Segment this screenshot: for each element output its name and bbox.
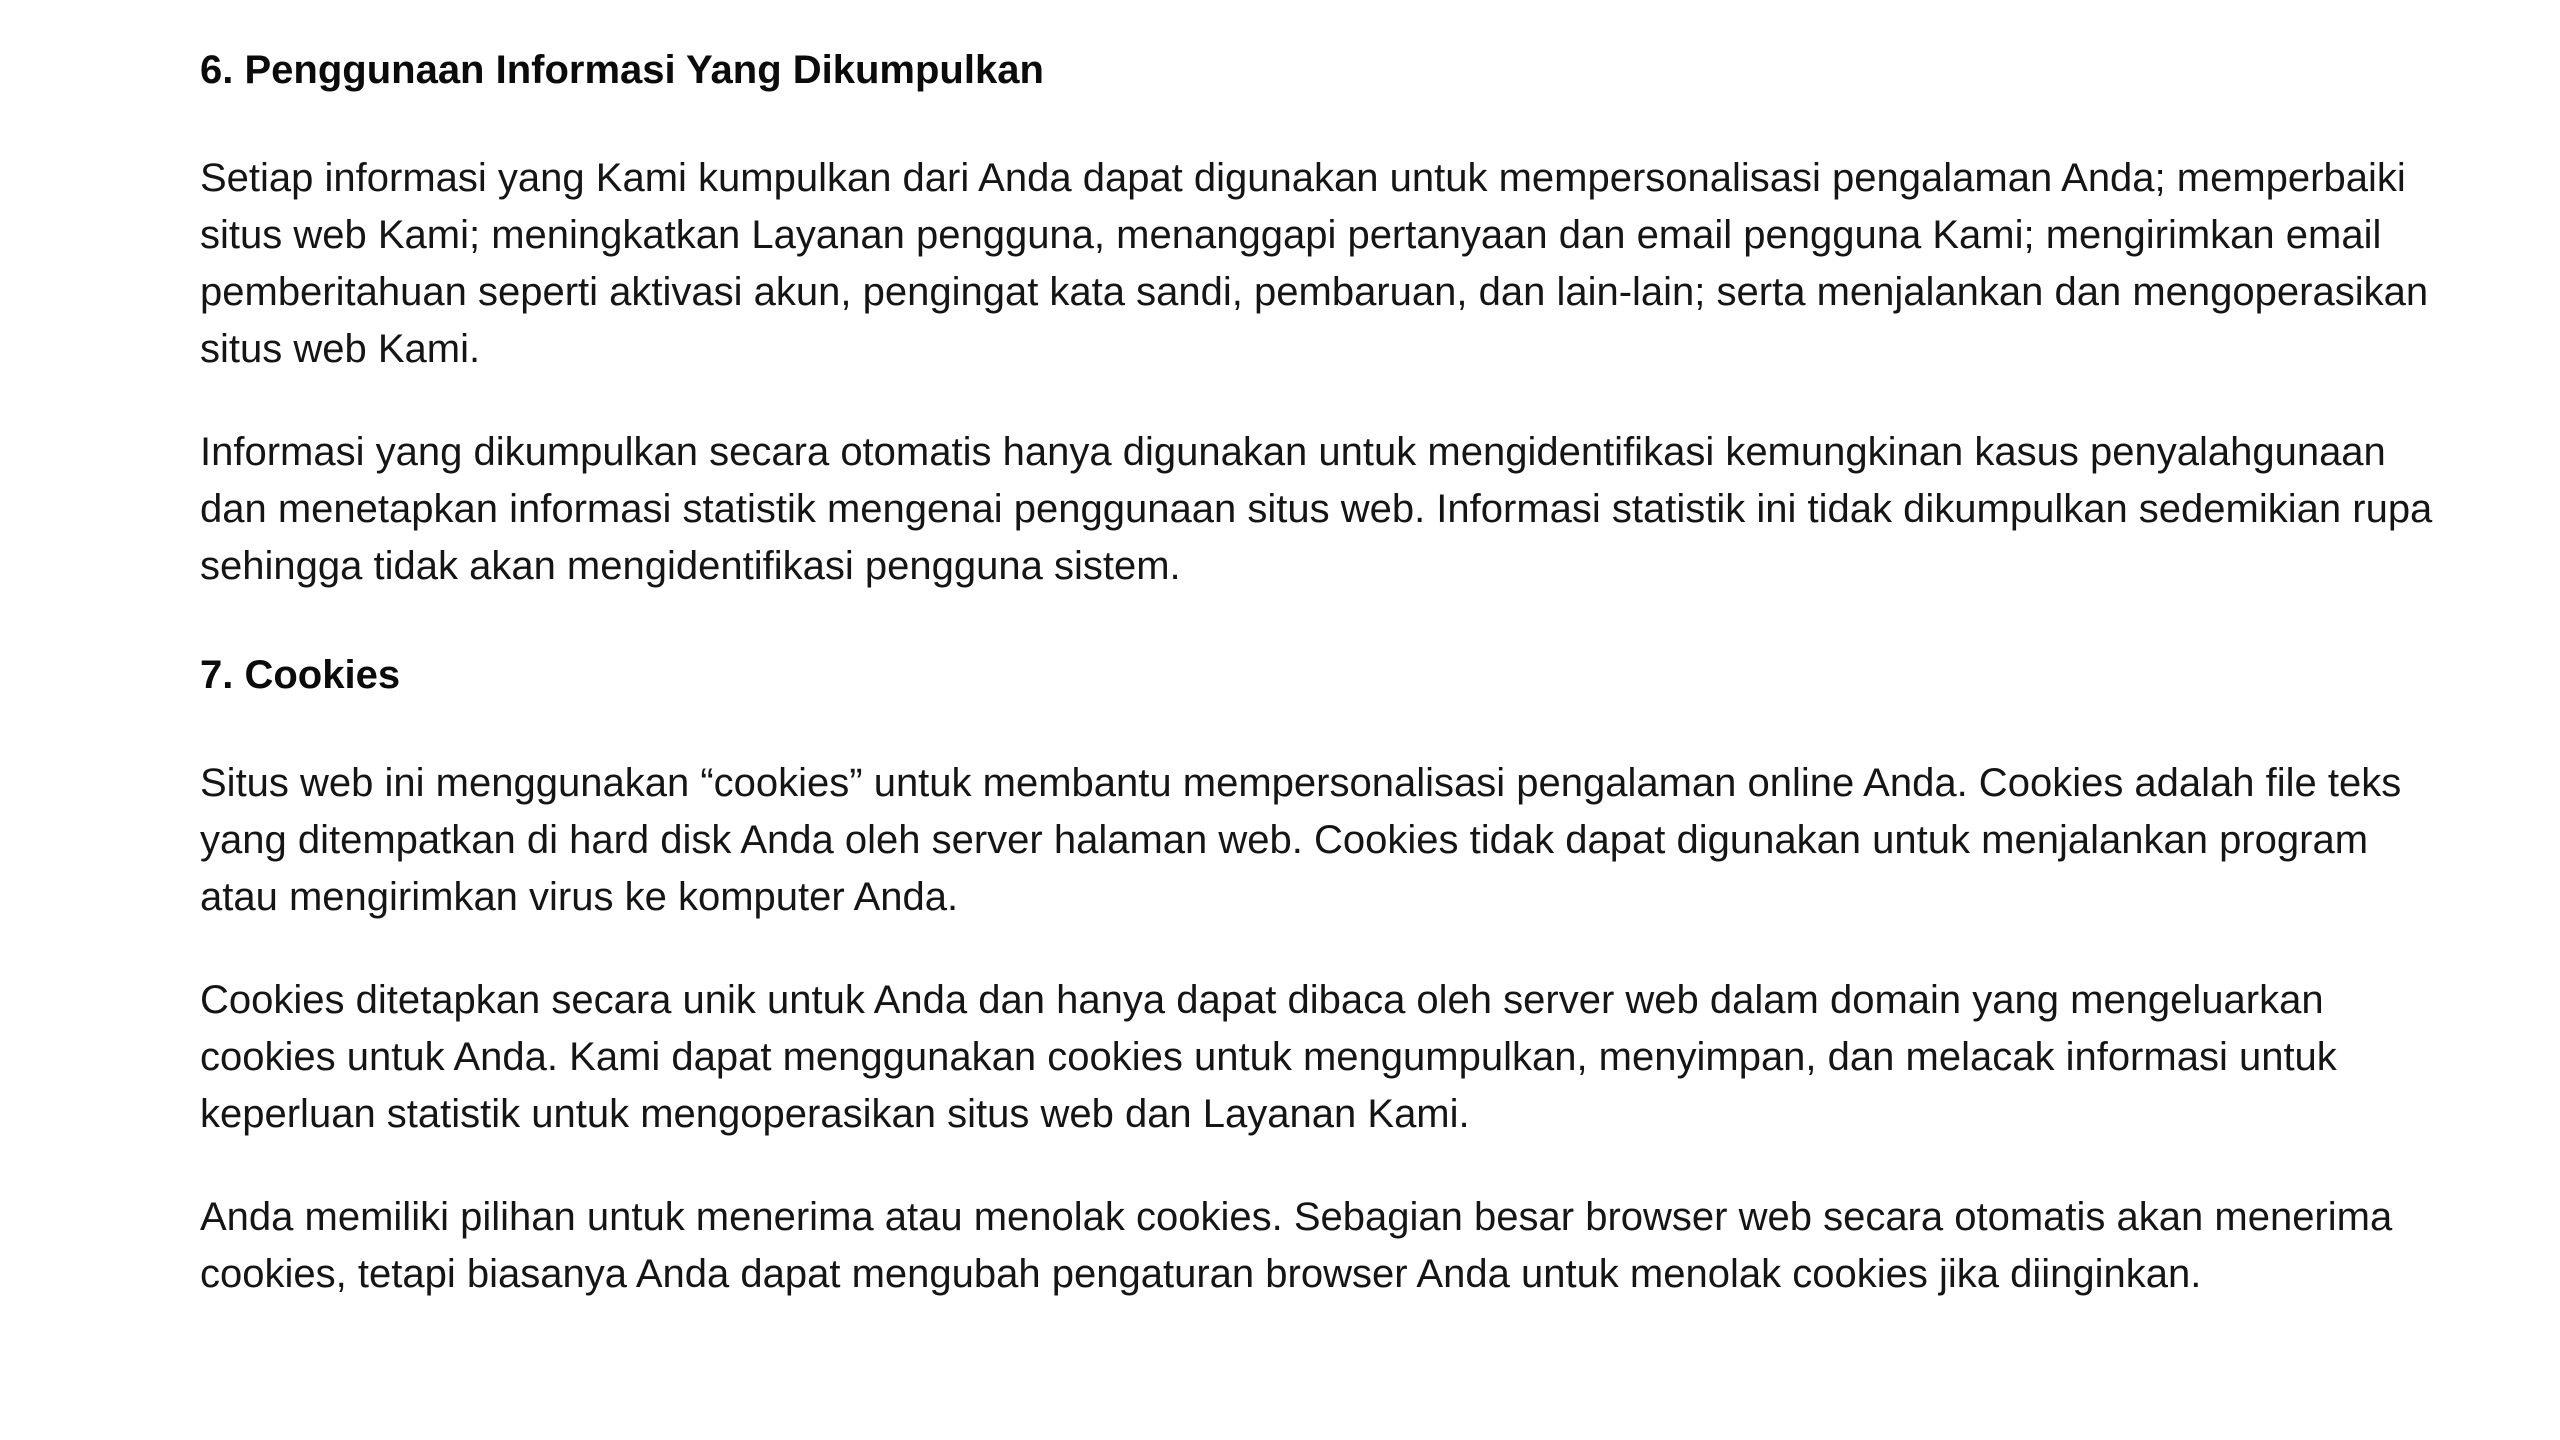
- section-cookies: [200, 641, 2440, 1303]
- paragraph: Cookies ditetapkan secara unik untuk Anda dan hanya dapat dibaca oleh server web dalam domain yang mengeluarkan cookies untuk Anda. Kami dapat menggunakan cookies untuk mengumpulkan, menyimpan, dan melacak informasi untuk keperluan statistik untuk mengoperasikan situs web dan Layanan Kami.: [200, 978, 2337, 1136]
- paragraph: Anda memiliki pilihan untuk menerima atau menolak cookies. Sebagian besar browser web secara otomatis akan menerima cookies, tetapi biasanya Anda dapat mengubah pengaturan browser Anda untuk menolak cookies jika diinginkan.: [200, 1195, 2393, 1296]
- section-heading: 7. Cookies: [200, 653, 401, 697]
- section-heading: 6. Penggunaan Informasi Yang Dikumpulkan: [200, 48, 1044, 92]
- paragraph: Informasi yang dikumpulkan secara otomatis hanya digunakan untuk mengidentifikasi kemungkinan kasus penyalahgunaan dan menetapkan informasi statistik mengenai penggunaan situs web. Informasi statistik ini tidak dikumpulkan sedemikian rupa sehingga tidak akan mengidentifikasi pengguna sistem.: [200, 430, 2433, 588]
- paragraph: Setiap informasi yang Kami kumpulkan dari Anda dapat digunakan untuk mempersonalisasi pengalaman Anda; memperbaiki situs web Kami; meningkatkan Layanan pengguna, menanggapi pertanyaan dan email pengguna Kami; mengirimkan email pemberitahuan seperti aktivasi akun, pengingat kata sandi, pembaruan, dan lain-lain; serta menjalankan dan mengoperasikan situs web Kami.: [200, 156, 2429, 371]
- privacy-policy-content: [200, 36, 2440, 1349]
- paragraph: Situs web ini menggunakan “cookies” untuk membantu mempersonalisasi pengalaman online Anda. Cookies adalah file teks yang ditempatkan di hard disk Anda oleh server halaman web. Cookies tidak dapat digunakan untuk menjalankan program atau mengirimkan virus ke komputer Anda.: [200, 761, 2402, 919]
- section-usage-of-collected-information: [200, 36, 2440, 595]
